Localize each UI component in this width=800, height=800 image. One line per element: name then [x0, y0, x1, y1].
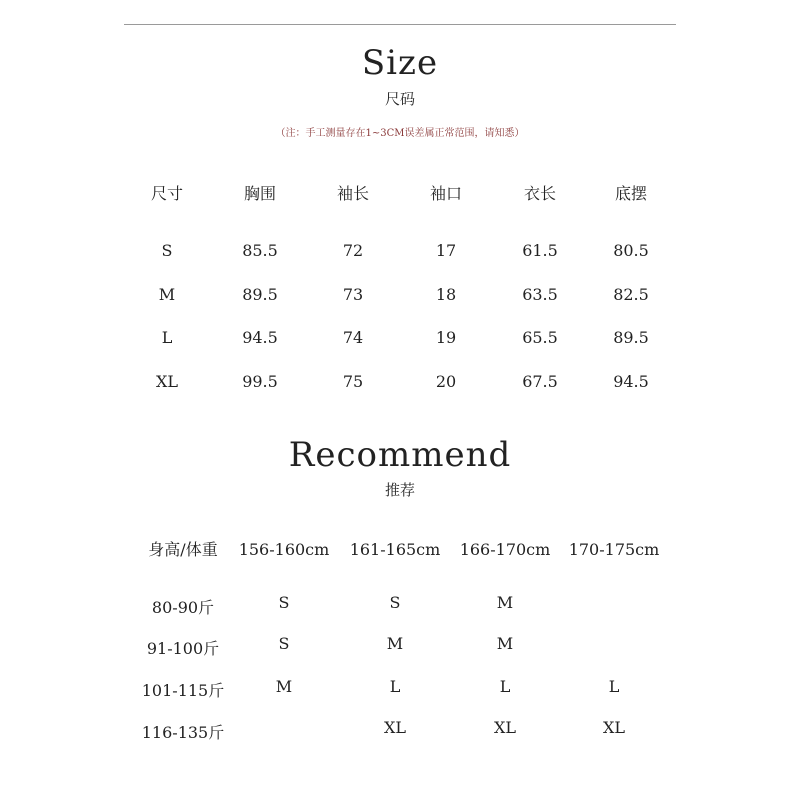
recommend-table-cell: 101-115斤 [141, 681, 225, 700]
recommend-table-cell: L [389, 677, 401, 696]
recommend-table-cell: XL [383, 718, 407, 737]
recommend-table-cell: XL [602, 718, 626, 737]
size-header-cell: 袖长 [336, 184, 370, 203]
size-table-cell: 61.5 [522, 241, 558, 260]
size-table-cell: 75 [342, 372, 364, 391]
size-table-cell: XL [155, 372, 179, 391]
size-subtitle: 尺码 [384, 90, 415, 108]
recommend-table-cell: S [278, 593, 290, 612]
recommend-header-cell: 156-160cm [238, 540, 330, 559]
measurement-note: （注：手工测量存在1~3CM误差属正常范围，请知悉） [275, 128, 525, 139]
size-table-cell: 94.5 [613, 372, 649, 391]
size-table-cell: 85.5 [242, 241, 278, 260]
size-table-cell: 65.5 [522, 328, 558, 347]
recommend-table-cell: M [496, 593, 514, 612]
recommend-table-cell: 116-135斤 [141, 723, 225, 742]
size-header-cell: 袖口 [429, 184, 463, 203]
recommend-table-cell: S [278, 634, 290, 653]
size-table-cell: 94.5 [242, 328, 278, 347]
size-table-cell: M [158, 285, 176, 304]
recommend-subtitle: 推荐 [384, 481, 415, 499]
recommend-table-cell: L [499, 677, 511, 696]
recommend-header-cell: 170-175cm [568, 540, 660, 559]
recommend-header-cell: 166-170cm [459, 540, 551, 559]
recommend-table-cell: M [275, 677, 293, 696]
recommend-table-cell: L [608, 677, 620, 696]
recommend-table-cell: M [386, 634, 404, 653]
recommend-table-cell: S [389, 593, 401, 612]
recommend-table-cell: XL [493, 718, 517, 737]
size-header-cell: 胸围 [243, 184, 277, 203]
recommend-header-cell: 身高/体重 [148, 540, 218, 559]
size-table-cell: 80.5 [613, 241, 649, 260]
size-header-cell: 衣长 [523, 184, 557, 203]
size-table-cell: 89.5 [242, 285, 278, 304]
size-header-cell: 底摆 [614, 184, 648, 203]
recommend-title: Recommend [288, 435, 512, 475]
recommend-table-cell: 80-90斤 [151, 598, 215, 617]
size-table-cell: 89.5 [613, 328, 649, 347]
size-table-cell: 73 [342, 285, 364, 304]
recommend-table-cell: M [496, 634, 514, 653]
size-title: Size [361, 43, 439, 83]
recommend-table-cell: 91-100斤 [146, 639, 220, 658]
size-table-cell: 63.5 [522, 285, 558, 304]
size-table-cell: 17 [435, 241, 457, 260]
size-table-cell: 19 [435, 328, 457, 347]
top-divider [124, 24, 676, 25]
size-table-cell: 18 [435, 285, 457, 304]
size-table-cell: L [161, 328, 173, 347]
recommend-header-cell: 161-165cm [349, 540, 441, 559]
size-table-cell: 74 [342, 328, 364, 347]
size-header-cell: 尺寸 [150, 184, 184, 203]
size-table-cell: 67.5 [522, 372, 558, 391]
size-table-cell: 82.5 [613, 285, 649, 304]
size-table-cell: 72 [342, 241, 364, 260]
size-table-cell: 99.5 [242, 372, 278, 391]
size-table-cell: S [161, 241, 173, 260]
size-table-cell: 20 [435, 372, 457, 391]
